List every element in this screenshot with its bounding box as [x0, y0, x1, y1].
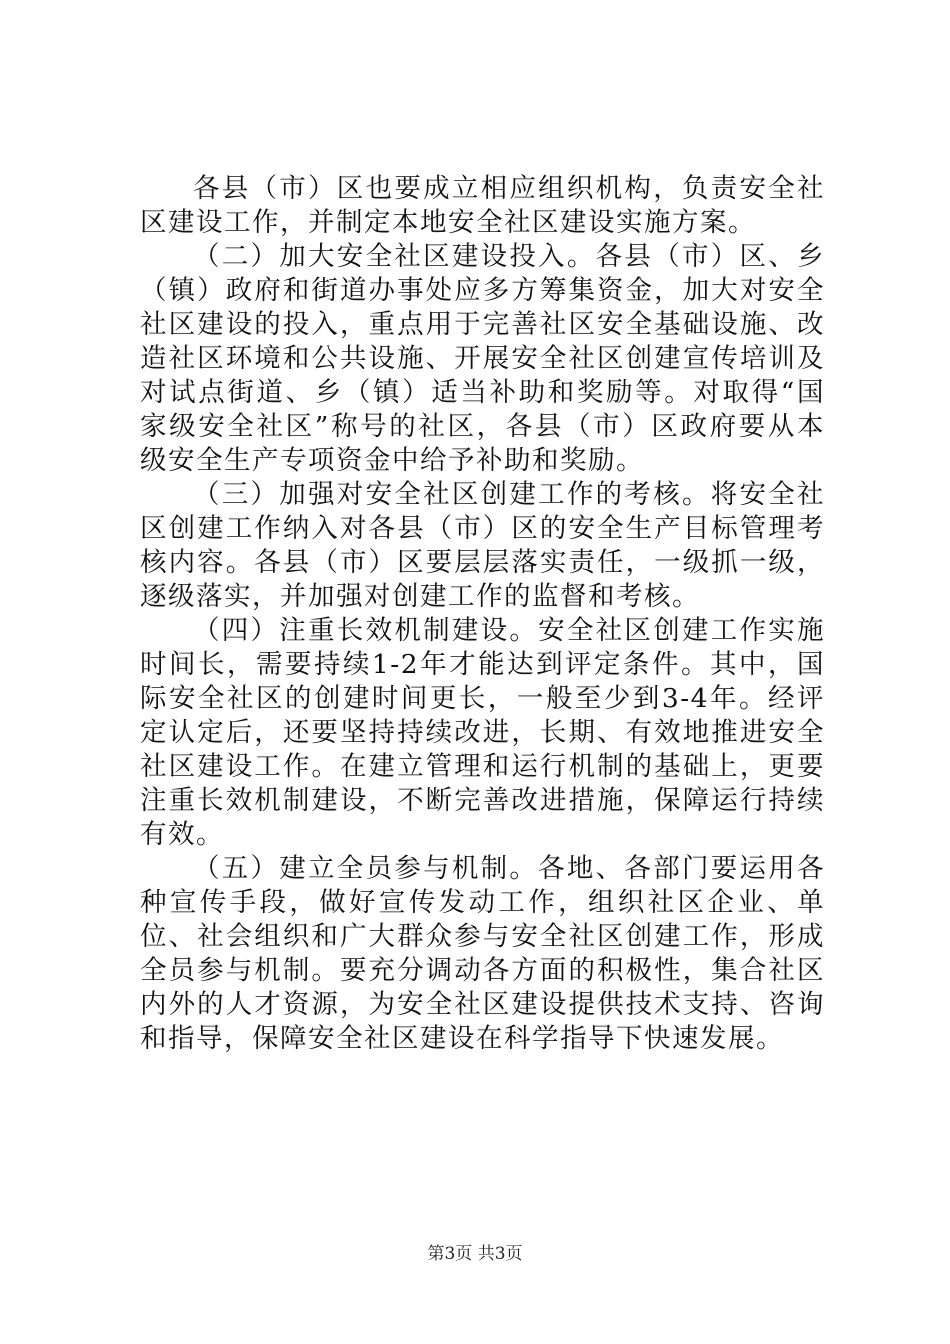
paragraph-section-5: （五）建立全员参与机制。各地、各部门要运用各种宣传手段，做好宣传发动工作，组织社区企业、单位、社会组织和广大群众参与安全社区创建工作，形成全员参与机制。要充分调动各方面的积极性，集合社区内外的人才资源，为安全社区建设提供技术支持、咨询和指导，保障安全社区建设在科学指导下快速发展。 [140, 853, 825, 1054]
paragraph-section-2: （二）加大安全社区建设投入。各县（市）区、乡（镇）政府和街道办事处应多方筹集资金，加大对安全社区建设的投入，重点用于完善社区安全基础设施、改造社区环境和公共设施、开展安全社区创建宣传培训及对试点街道、乡（镇）适当补助和奖励等。对取得“国家级安全社区”称号的社区，各县（市）区政府要从本级安全生产专项资金中给予补助和奖励。 [140, 241, 825, 476]
paragraph-section-4: （四）注重长效机制建设。安全社区创建工作实施时间长，需要持续1-2年才能达到评定条件。其中，国际安全社区的创建时间更长，一般至少到3-4年。经评定认定后，还要坚持持续改进，长期、有效地推进安全社区建设工作。在建立管理和运行机制的基础上，更要注重长效机制建设，不断完善改进措施，保障运行持续有效。 [140, 615, 825, 850]
paragraph-section-3: （三）加强对安全社区创建工作的考核。将安全社区创建工作纳入对各县（市）区的安全生产目标管理考核内容。各县（市）区要层层落实责任，一级抓一级，逐级落实，并加强对创建工作的监督和考核。 [140, 479, 825, 612]
paragraph-intro: 各县（市）区也要成立相应组织机构，负责安全社区建设工作，并制定本地安全社区建设实施方案。 [140, 173, 825, 238]
document-body [140, 172, 825, 1056]
page-number-footer: 第3页 共3页 [427, 1244, 523, 1264]
